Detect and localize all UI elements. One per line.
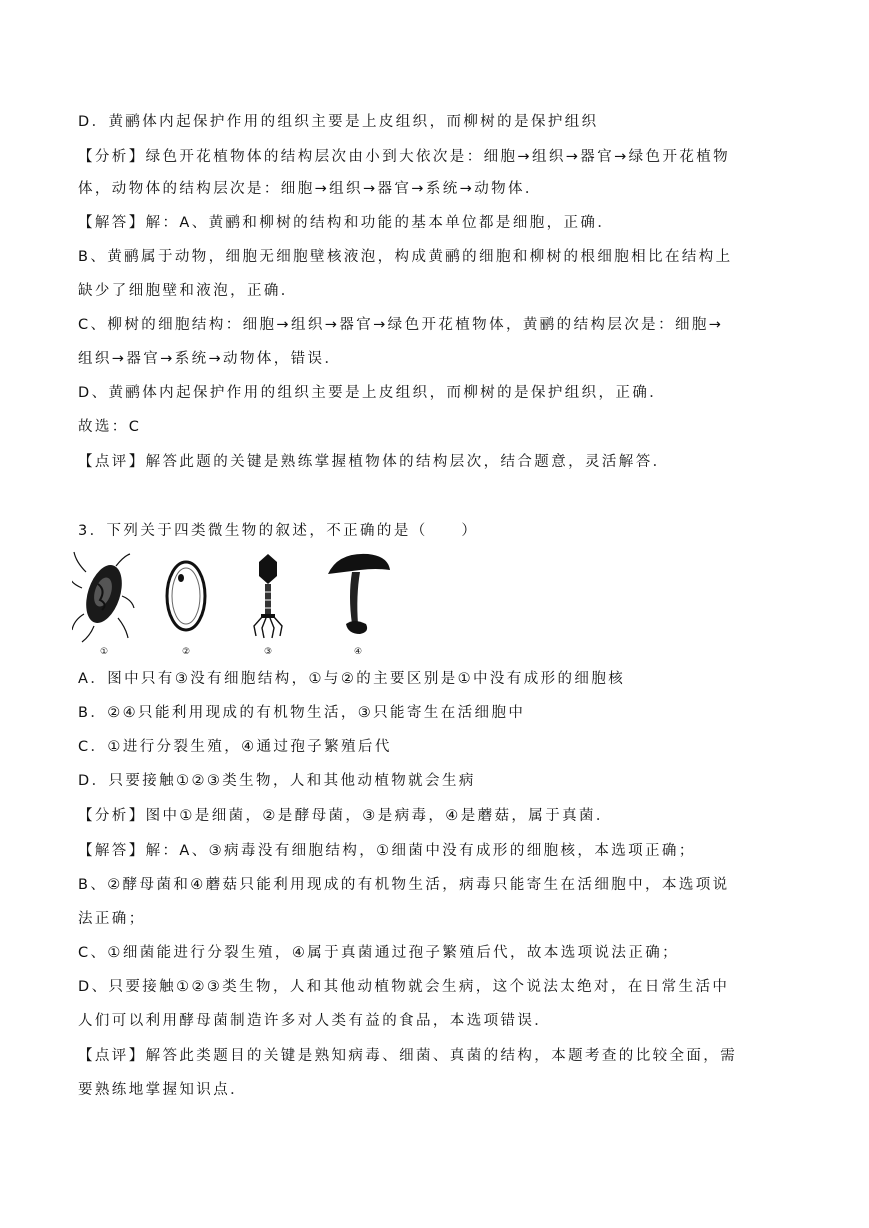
microorganism-figures — [72, 548, 392, 658]
virus-icon — [248, 548, 288, 644]
answer-line: D、只要接触①②③类生物，人和其他动植物就会生病，这个说法太绝对，在日常生活中 — [78, 979, 730, 995]
answer-line: D、黄鹂体内起保护作用的组织主要是上皮组织，而柳树的是保护组织，正确． — [78, 385, 667, 401]
answer-line: 人们可以利用酵母菌制造许多对人类有益的食品，本选项错误． — [78, 1013, 552, 1029]
analysis-line: 【分析】绿色开花植物体的结构层次由小到大依次是：细胞→组织→器官→绿色开花植物 — [78, 149, 731, 165]
question-title: 3．下列关于四类微生物的叙述，不正确的是（ ） — [78, 523, 479, 539]
figure-3 — [248, 548, 288, 658]
answer-line: C、柳树的细胞结构：细胞→组织→器官→绿色开花植物体，黄鹂的结构层次是：细胞→ — [78, 317, 724, 333]
answer-line: 缺少了细胞壁和液泡，正确． — [78, 283, 298, 299]
answer-line: 【解答】解：A、黄鹂和柳树的结构和功能的基本单位都是细胞，正确． — [78, 215, 615, 231]
comment-line: 【点评】解答此题的关键是熟练掌握植物体的结构层次，结合题意，灵活解答． — [78, 454, 670, 470]
mushroom-icon — [324, 548, 392, 644]
comment-line: 【点评】解答此类题目的关键是熟知病毒、细菌、真菌的结构，本题考查的比较全面，需 — [78, 1048, 738, 1064]
answer-line: B、②酵母菌和④蘑菇只能利用现成的有机物生活，病毒只能寄生在活细胞中，本选项说 — [78, 877, 730, 893]
option-d-line: D．黄鹂体内起保护作用的组织主要是上皮组织，而柳树的是保护组织 — [78, 114, 599, 130]
option-b-line: B．②④只能利用现成的有机物生活，③只能寄生在活细胞中 — [78, 705, 526, 721]
option-c-line: C．①进行分裂生殖，④通过孢子繁殖后代 — [78, 739, 392, 755]
figure-label: ③ — [263, 647, 273, 657]
figure-label: ④ — [353, 647, 363, 657]
answer-line: 法正确； — [78, 911, 146, 927]
option-d-line: D．只要接触①②③类生物，人和其他动植物就会生病 — [78, 773, 476, 789]
bacterium-icon — [72, 548, 136, 644]
answer-line: 组织→器官→系统→动物体，错误． — [78, 351, 342, 367]
answer-line: C、①细菌能进行分裂生殖，④属于真菌通过孢子繁殖后代，故本选项说法正确； — [78, 945, 680, 961]
figure-1 — [72, 548, 136, 658]
figure-label: ② — [181, 647, 191, 657]
answer-line: 【解答】解：A、③病毒没有细胞结构，①细菌中没有成形的细胞核，本选项正确； — [78, 843, 696, 859]
analysis-line: 【分析】图中①是细菌，②是酵母菌，③是病毒，④是蘑菇，属于真菌． — [78, 808, 613, 824]
comment-line: 要熟练地掌握知识点． — [78, 1082, 247, 1098]
figure-label: ① — [99, 647, 109, 657]
option-a-line: A．图中只有③没有细胞结构，①与②的主要区别是①中没有成形的细胞核 — [78, 671, 626, 687]
choice-line: 故选：C — [78, 419, 142, 435]
figure-2 — [160, 548, 212, 658]
yeast-icon — [160, 548, 212, 644]
figure-4 — [324, 548, 392, 658]
analysis-line: 体，动物体的结构层次是：细胞→组织→器官→系统→动物体． — [78, 181, 542, 197]
answer-line: B、黄鹂属于动物，细胞无细胞壁核液泡，构成黄鹂的细胞和柳树的根细胞相比在结构上 — [78, 249, 733, 265]
